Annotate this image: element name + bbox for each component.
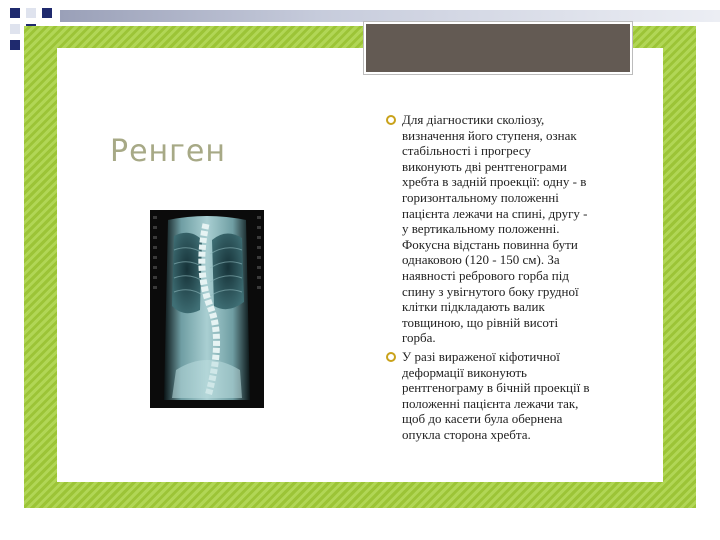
bullet-list: [386, 112, 648, 442]
decor-square: [26, 8, 36, 18]
bullet-text: Для діагностики сколіозу, визначення його ступеня, ознак стабільності і прогресу виконують дві рентгенограми хребта в задній проекції: одну - в горизонтальному положенні пацієнта лежачи на спині, другу - у вертикальному положенні. Фокусна відстань повинна бути однаковою (120 - 150 см). За наявності ребрового горба під спину з увігнутого боку грудної клітки підкладають валик товщиною, що рівній висоті горба.: [402, 112, 588, 346]
decor-square: [42, 8, 52, 18]
bullet-item: [386, 112, 648, 346]
decor-square: [10, 8, 20, 18]
decor-square: [10, 40, 20, 50]
slide-title: Ренген: [110, 134, 226, 169]
ring-bullet-icon: [386, 115, 396, 125]
ring-bullet-icon: [386, 352, 396, 362]
bullet-text: У разі вираженої кіфотичної деформації виконують рентгенограму в бічній проекції в положенні пацієнта лежачи так, щоб до касети була обернена опукла сторона хребта.: [402, 348, 590, 442]
dark-header-box: [364, 22, 632, 74]
decor-square: [10, 24, 20, 34]
top-gradient-bar: [60, 10, 720, 22]
spine-xray-image: [150, 210, 264, 408]
bullet-item: [386, 349, 648, 443]
